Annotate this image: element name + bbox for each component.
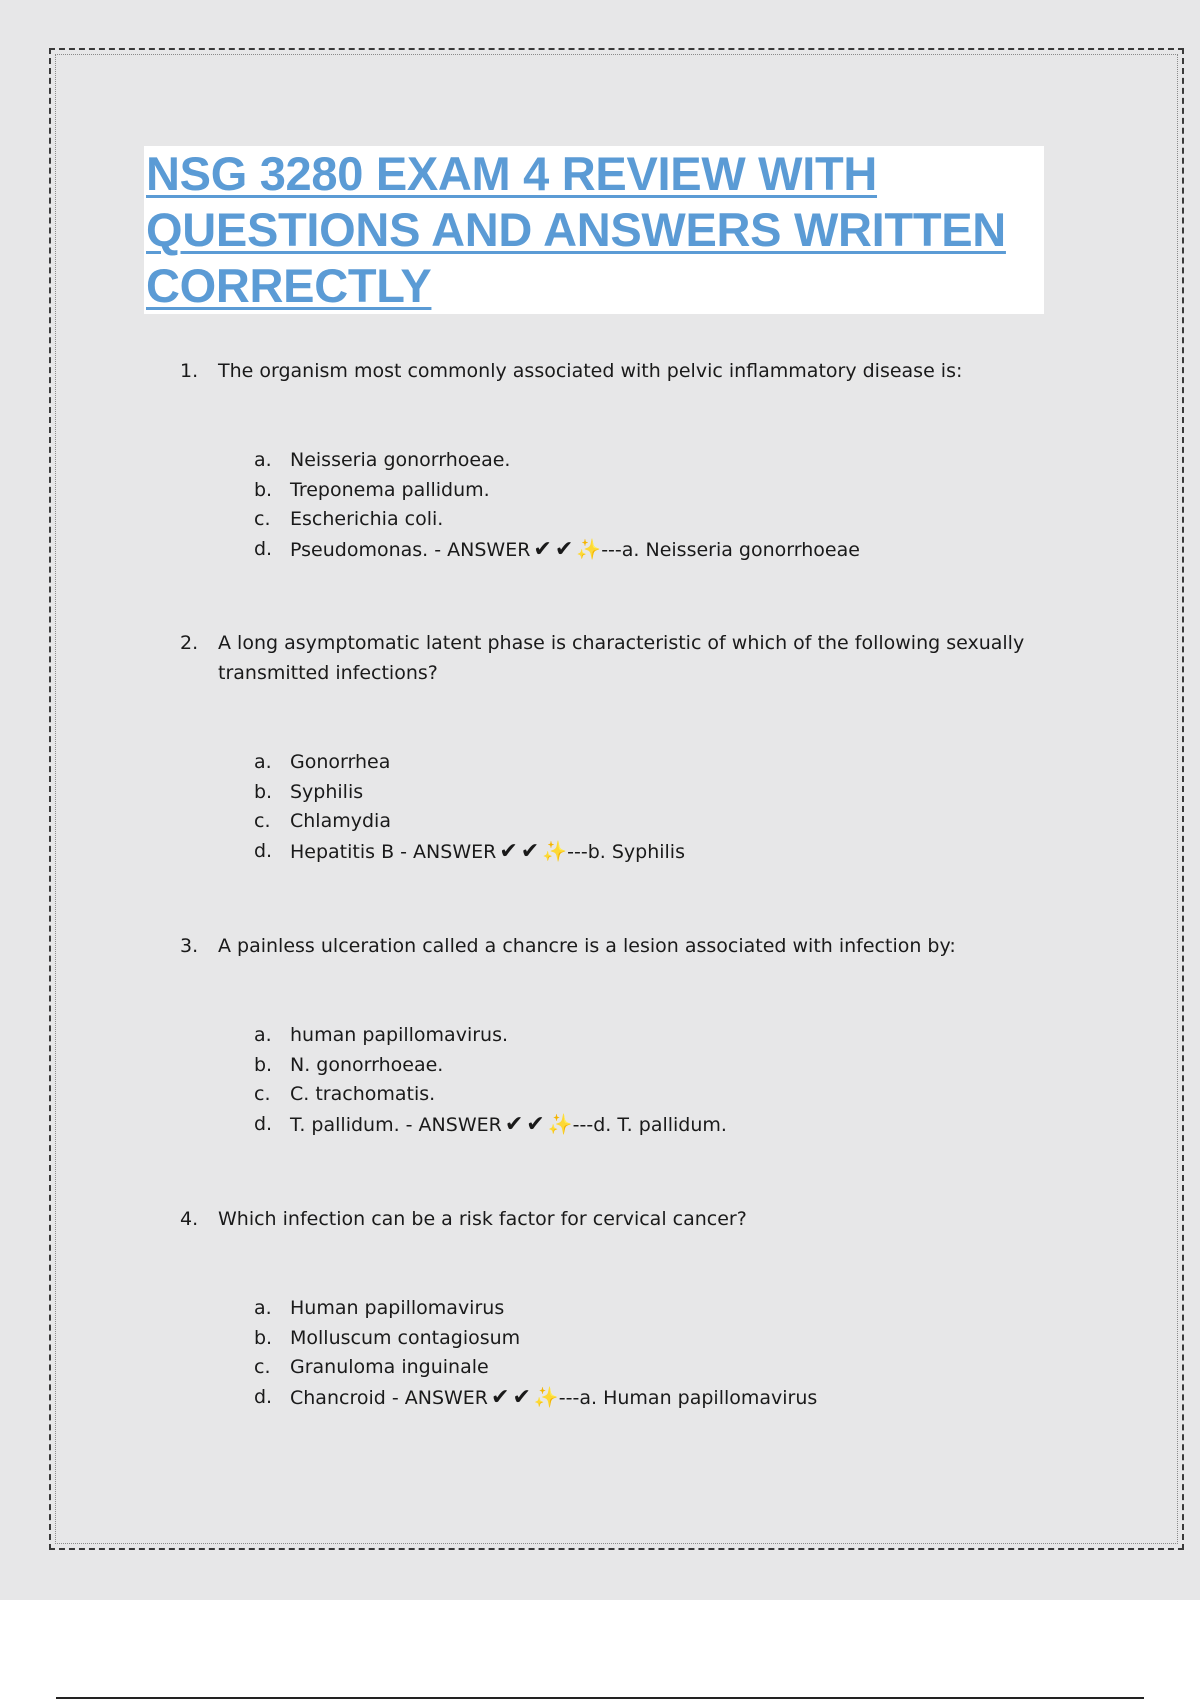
- option-a: [254, 748, 685, 778]
- question-stem: [180, 1204, 1100, 1234]
- option-list: [254, 1021, 727, 1139]
- correct-answer: a. Neisseria gonorrhoeae: [621, 538, 860, 561]
- answer-label: - ANSWER: [428, 538, 531, 561]
- option-b: [254, 778, 685, 808]
- option-text: Escherichia coli.: [290, 508, 444, 530]
- option-b: [254, 1051, 727, 1081]
- question-4: [180, 1204, 1100, 1410]
- answer-separator: ---: [572, 1113, 594, 1136]
- option-d: [254, 1110, 727, 1140]
- option-text: Chlamydia: [290, 810, 391, 832]
- question-text: A painless ulceration called a chancre is a lesion associated with infection by:: [218, 935, 956, 957]
- option-a: [254, 446, 860, 476]
- document-title-line-1[interactable]: NSG 3280 EXAM 4 REVIEW WITH: [146, 147, 878, 200]
- option-d: [254, 535, 860, 565]
- option-text: Chancroid: [290, 1386, 386, 1409]
- sparkle-icon: ✨: [542, 838, 568, 863]
- option-text: Syphilis: [290, 780, 364, 803]
- option-d: [254, 837, 685, 867]
- option-text: Treponema pallidum.: [290, 478, 490, 501]
- question-number: 1.: [180, 360, 199, 382]
- correct-answer: d. T. pallidum.: [593, 1113, 727, 1136]
- option-letter: a.: [254, 751, 272, 773]
- option-d: [254, 1383, 817, 1413]
- option-letter: d.: [254, 1385, 273, 1408]
- question-number: 4.: [180, 1208, 199, 1230]
- option-letter: c.: [254, 1356, 271, 1378]
- option-list: [254, 748, 685, 866]
- document-title-line-2[interactable]: QUESTIONS AND ANSWERS WRITTEN: [146, 203, 1006, 256]
- check-icon: ✔: [491, 1384, 510, 1410]
- option-text: T. pallidum.: [290, 1113, 400, 1136]
- option-a: [254, 1021, 727, 1051]
- sparkle-icon: ✨: [576, 536, 602, 561]
- question-number: 2.: [180, 632, 199, 654]
- option-c: [254, 1353, 817, 1383]
- option-text: N. gonorrhoeae.: [290, 1053, 444, 1076]
- question-number: 3.: [180, 935, 199, 957]
- check-icon: ✔: [526, 1111, 545, 1137]
- question-stem: [180, 356, 1100, 386]
- question-text: The organism most commonly associated with pelvic inflammatory disease is:: [218, 360, 963, 382]
- question-stem: [180, 628, 1100, 688]
- footer-rule: [56, 1697, 1144, 1699]
- option-letter: b.: [254, 780, 273, 803]
- option-letter: d.: [254, 537, 273, 560]
- option-b: [254, 476, 860, 506]
- option-letter: d.: [254, 839, 273, 862]
- answer-label: - ANSWER: [385, 1386, 489, 1409]
- question-text: A long asymptomatic latent phase is characteristic of which of the following sexually transmitted infections?: [218, 632, 1025, 684]
- option-text: Granuloma inguinale: [290, 1356, 489, 1378]
- answer-label: - ANSWER: [394, 840, 497, 863]
- answer-separator: ---: [601, 538, 622, 561]
- question-3: [180, 931, 1100, 1137]
- option-letter: a.: [254, 1024, 272, 1046]
- option-text: human papillomavirus.: [290, 1024, 509, 1046]
- document-title-line-3[interactable]: CORRECTLY: [146, 259, 432, 312]
- sparkle-icon: ✨: [547, 1111, 573, 1136]
- option-b: [254, 1324, 817, 1354]
- option-letter: c.: [254, 508, 271, 530]
- sparkle-icon: ✨: [533, 1384, 559, 1409]
- option-letter: a.: [254, 1297, 272, 1319]
- check-icon: ✔: [520, 838, 540, 864]
- document-title-box: [144, 146, 1044, 314]
- option-list: [254, 446, 860, 564]
- option-text: Gonorrhea: [290, 751, 391, 773]
- option-letter: c.: [254, 810, 271, 832]
- check-icon: ✔: [533, 536, 552, 562]
- option-letter: c.: [254, 1083, 271, 1105]
- check-icon: ✔: [499, 838, 518, 864]
- option-letter: b.: [254, 1053, 273, 1076]
- correct-answer: a. Human papillomavirus: [579, 1386, 818, 1409]
- option-list: [254, 1294, 817, 1412]
- option-c: [254, 807, 685, 837]
- answer-label: - ANSWER: [399, 1113, 502, 1136]
- option-text: Neisseria gonorrhoeae.: [290, 449, 511, 471]
- option-text: Human papillomavirus: [290, 1297, 505, 1319]
- option-text: C. trachomatis.: [290, 1083, 436, 1105]
- question-2: [180, 628, 1100, 864]
- option-letter: b.: [254, 478, 273, 501]
- question-text: Which infection can be a risk factor for cervical cancer?: [218, 1208, 747, 1230]
- option-text: Molluscum contagiosum: [290, 1326, 521, 1349]
- question-1: [180, 356, 1100, 562]
- question-stem: [180, 931, 1100, 961]
- option-text: Hepatitis B: [290, 840, 395, 863]
- option-letter: a.: [254, 449, 272, 471]
- answer-separator: ---: [558, 1386, 580, 1409]
- answer-separator: ---: [567, 840, 588, 863]
- check-icon: ✔: [504, 1111, 524, 1137]
- option-a: [254, 1294, 817, 1324]
- option-text: Pseudomonas.: [290, 538, 429, 561]
- option-letter: d.: [254, 1112, 273, 1135]
- check-icon: ✔: [554, 536, 574, 562]
- option-letter: b.: [254, 1326, 273, 1349]
- correct-answer: b. Syphilis: [587, 840, 685, 863]
- option-c: [254, 505, 860, 535]
- check-icon: ✔: [512, 1384, 531, 1410]
- option-c: [254, 1080, 727, 1110]
